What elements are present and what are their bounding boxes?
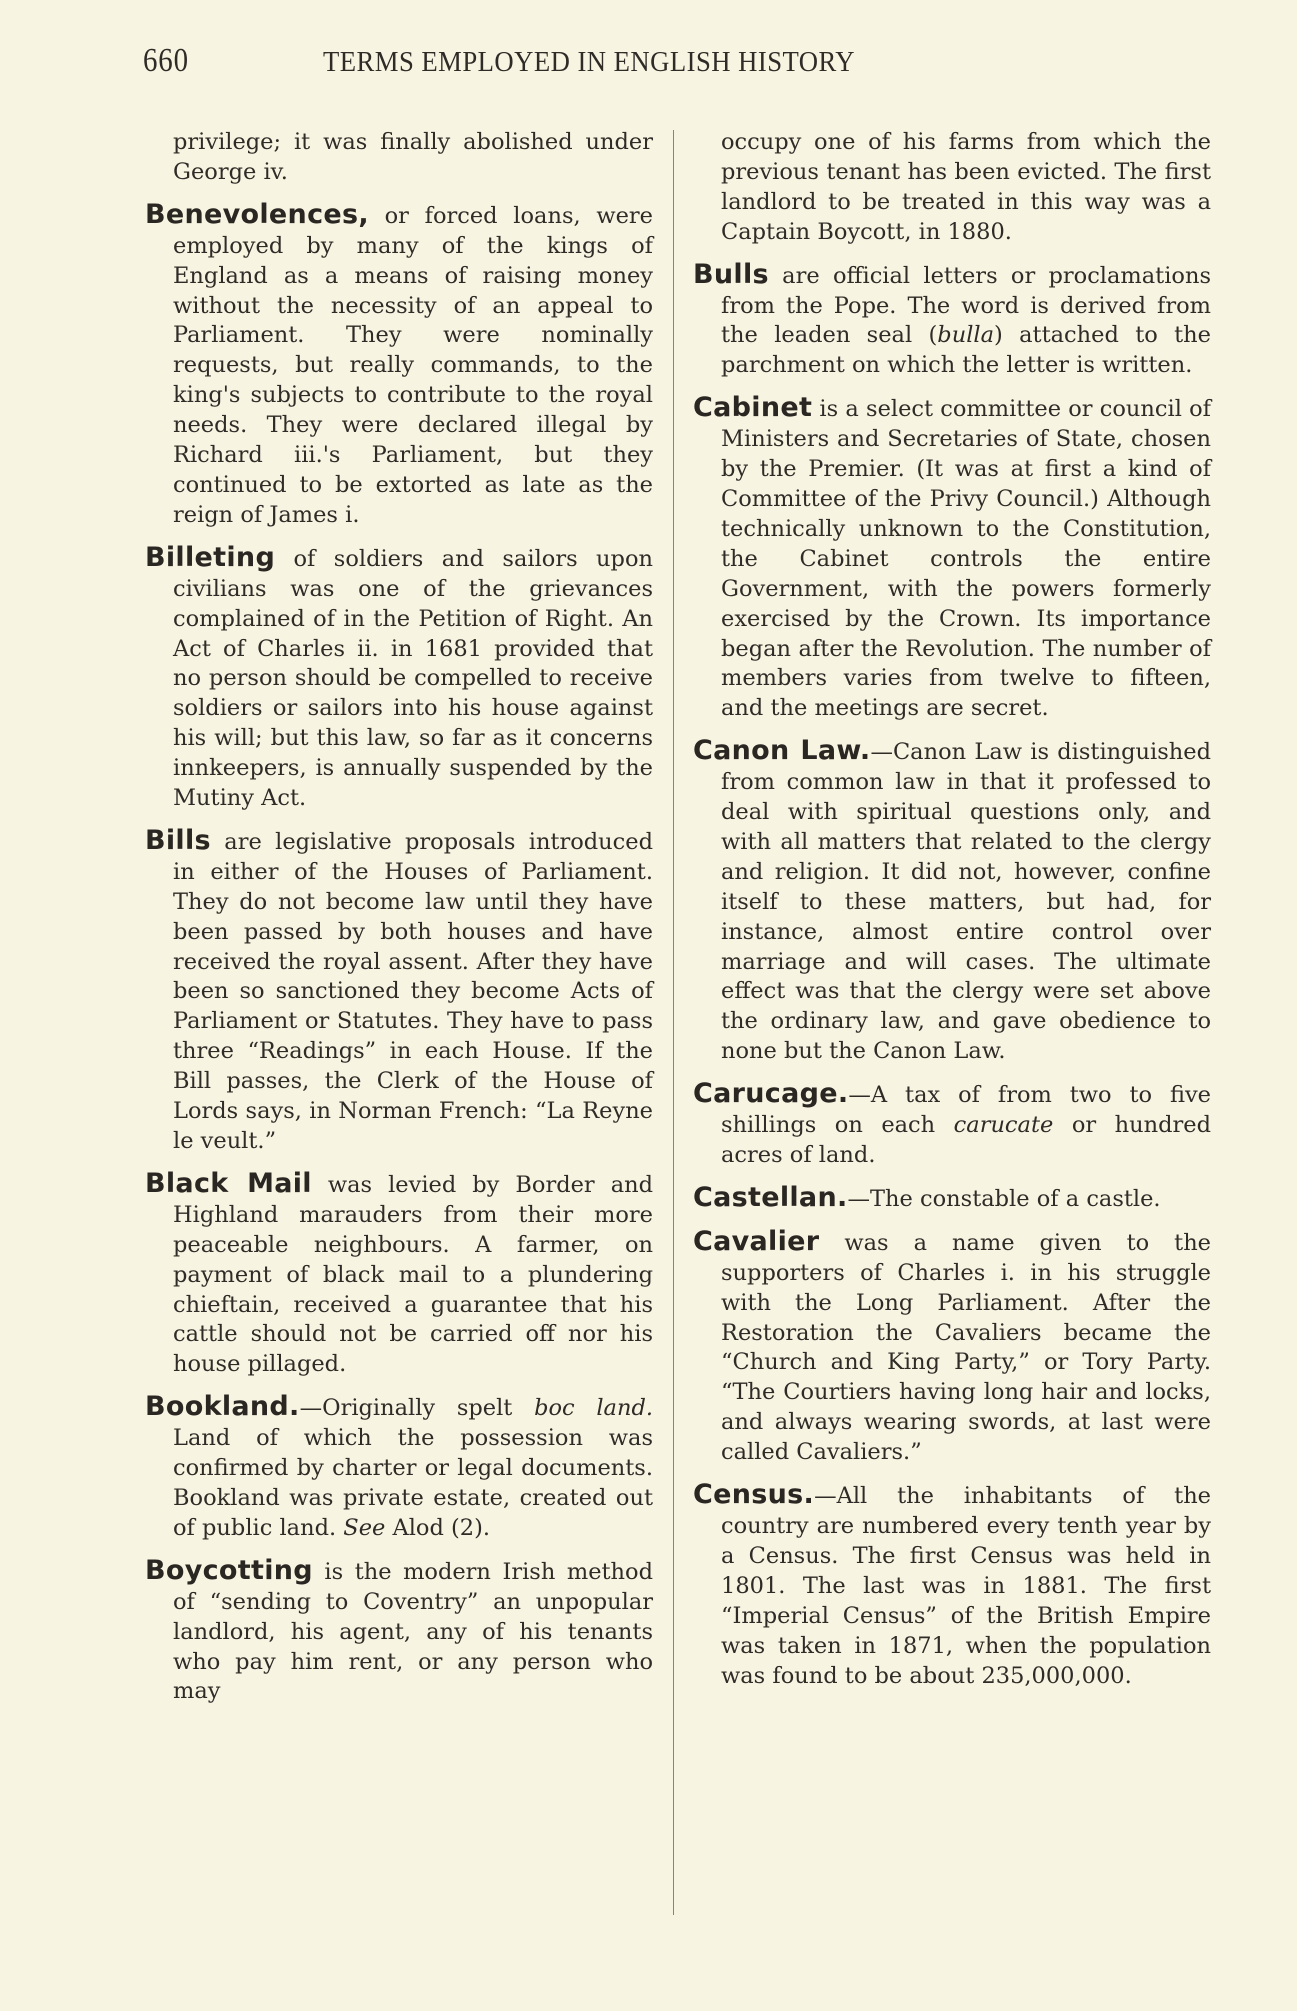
entry-continuation (145, 128, 653, 188)
entry-term: Cavalier (693, 1225, 820, 1257)
right-column (693, 128, 1211, 1703)
entry-term: Bookland. (145, 1391, 300, 1423)
left-column (145, 128, 653, 1719)
glossary-entry (693, 1227, 1211, 1468)
glossary-entry (145, 200, 653, 531)
entry-text: —The constable of a castle. (847, 1185, 1161, 1212)
entry-text: —All the inhabitants of the country are numbered every tenth year by a Census. The first Census was held in 1801. The last was in 1881. The first “Imperial Census” of the British Empire was taken in 1871, when the population was found to be about 235,000,000. (721, 1483, 1211, 1689)
entry-term: Castellan. (693, 1181, 848, 1213)
entry-text: are official letters or proclamations from the Pope. The word is derived from the leaden seal ( (721, 262, 1211, 349)
glossary-entry (145, 1556, 653, 1708)
entry-text: —Originally spelt (299, 1395, 535, 1422)
entry-term: Black Mail (145, 1167, 312, 1199)
entry-text: —A tax of from two to five shillings on each (721, 1082, 1211, 1139)
entry-text: Alod (2). (385, 1514, 491, 1541)
entry-term: Boycotting (145, 1554, 313, 1586)
glossary-entry (693, 260, 1211, 382)
entry-text: is a select committee or council of Ministers and Secretaries of State, chosen by the Premier. (It was at first a kind of Committee of the Privy Council.) Although technically unknown to the Constitution, the Cabinet controls the entire Government, with the powers formerly exercised by the Crown. Its importance began after the Revolution. The number of members varies from twelve to fifteen, and the meetings are secret. (721, 396, 1211, 722)
column-divider (673, 130, 674, 1915)
entry-text: ) attached to the parchment on which the letter is written. (721, 322, 1211, 379)
glossary-entry (693, 1079, 1211, 1171)
entry-italic-text: See (343, 1514, 386, 1541)
page-header (143, 42, 1223, 86)
entry-term: Carucage. (693, 1078, 849, 1110)
glossary-entry (145, 1169, 653, 1380)
entry-continuation (693, 128, 1211, 248)
glossary-entry (145, 1392, 653, 1544)
page-number: 660 (143, 42, 189, 79)
glossary-entry (693, 1183, 1211, 1215)
entry-text: —Canon Law is distinguished from common law in that it professed to deal with spiritual questions only, and with all matters that related to the clergy and religion. It did not, however, confine itself to these matters, but had, for instance, almost entire control over marriage and will cases. The ultimate effect was that the clergy were set above the ordinary law, and gave obedience to none but the Canon Law. (721, 739, 1211, 1065)
entry-text: privilege; it was finally abolished under George iv. (173, 129, 653, 185)
entry-text: or forced loans, were employed by many of the kings of England as a means of raising money without the necessity of an appeal to Parliament. They were nominally requests, but really commands, to the king's subjects to contribute to the royal needs. They were declared illegal by Richard iii.'s Parliament, but they continued to be extorted as late as the reign of James i. (173, 202, 653, 528)
entry-term: Benevolences, (145, 198, 369, 230)
entry-term: Billeting (145, 541, 276, 573)
entry-text: or hundred acres of land. (721, 1112, 1211, 1168)
entry-text: of soldiers and sailors upon civilians was one of the grievances complained of in the Petition of Right. An Act of Charles ii. in 1681 provided that no person should be compelled to receive soldiers or sailors into his house against his will; but this law, so far as it concerns innkeepers, is annually suspended by the Mutiny Act. (173, 545, 653, 812)
entry-italic-text: boc land. (534, 1395, 654, 1422)
glossary-entry (145, 543, 653, 814)
entry-text: Land of which the possession was confirmed by charter or legal documents. Bookland was private estate, created out of public land. (173, 1425, 653, 1541)
entry-text: is the modern Irish method of “sending to Coventry” an unpopular landlord, his agent, any of his tenants who pay him rent, or any person who may (173, 1558, 653, 1705)
entry-term: Census. (693, 1479, 815, 1511)
entry-term: Bills (145, 824, 211, 856)
entry-italic-text: bulla (937, 322, 994, 349)
entry-text: occupy one of his farms from which the previous tenant has been evicted. The first landlord to be treated in this way was a Captain Boycott, in 1880. (721, 129, 1211, 245)
glossary-entry (693, 736, 1211, 1067)
glossary-entry (145, 826, 653, 1157)
glossary-entry (693, 393, 1211, 724)
entry-term: Cabinet (693, 392, 813, 424)
entry-term: Canon Law. (693, 735, 871, 767)
entry-text: was levied by Border and Highland marauders from their more peaceable neighbours. A farmer, on payment of black mail to a plundering chieftain, received a guarantee that his cattle should not be carried off nor his house pillaged. (173, 1171, 653, 1378)
entry-term: Bulls (693, 258, 769, 290)
running-title: TERMS EMPLOYED IN ENGLISH HISTORY (323, 46, 856, 78)
entry-text: was a name given to the supporters of Charles i. in his struggle with the Long Parliament. After the Restoration the Cavaliers became the “Church and King Party,” or Tory Party. “The Courtiers having long hair and locks, and always wearing swords, at last were called Cavaliers.” (721, 1229, 1211, 1466)
entry-text: are legislative proposals introduced in either of the Houses of Parliament. They do not become law until they have been passed by both houses and have received the royal assent. After they have been so sanctioned they become Acts of Parliament or Statutes. They have to pass three “Readings” in each House. If the Bill passes, the Clerk of the House of Lords says, in Norman French: “La Reyne le veult.” (173, 828, 653, 1154)
entry-italic-text: carucate (953, 1112, 1054, 1139)
glossary-entry (693, 1480, 1211, 1691)
